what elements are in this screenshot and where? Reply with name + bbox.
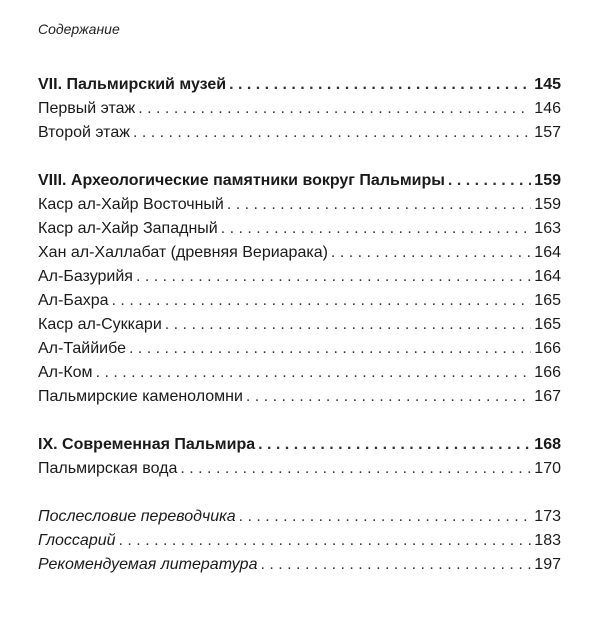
toc-page-number: 145 <box>534 76 561 93</box>
toc-back-matter <box>38 505 561 577</box>
toc-entry-title: Второй этаж <box>38 124 130 141</box>
toc-chapter-title: VIII. Археологические памятники вокруг Пальмиры <box>38 172 445 189</box>
toc-entry-title: Рекомендуемая литература <box>38 556 258 573</box>
toc-page-number: 173 <box>534 508 561 525</box>
toc-entry[interactable] <box>38 553 561 577</box>
dot-leader <box>133 121 531 145</box>
dot-leader <box>258 433 531 457</box>
toc-page-number: 157 <box>534 124 561 141</box>
dot-leader <box>165 313 532 337</box>
toc-entry[interactable] <box>38 337 561 361</box>
dot-leader <box>246 385 531 409</box>
toc-entry[interactable] <box>38 121 561 145</box>
toc-chapter-heading[interactable] <box>38 73 561 97</box>
toc-entry[interactable] <box>38 457 561 481</box>
toc-page-number: 166 <box>534 364 561 381</box>
toc-entry-title: Каср ал-Суккари <box>38 316 162 333</box>
toc-entry-title: Ал-Ком <box>38 364 93 381</box>
toc-entry[interactable] <box>38 217 561 241</box>
toc-entry[interactable] <box>38 385 561 409</box>
toc-chapter-heading[interactable] <box>38 169 561 193</box>
toc-entry-title: Пальмирская вода <box>38 460 178 477</box>
dot-leader <box>229 73 531 97</box>
toc-page-number: 197 <box>534 556 561 573</box>
toc-entry-title: Глоссарий <box>38 532 116 549</box>
toc-entry[interactable] <box>38 97 561 121</box>
toc-page-number: 164 <box>534 268 561 285</box>
dot-leader <box>119 529 532 553</box>
toc-chapter-heading[interactable] <box>38 433 561 457</box>
toc-entry-title: Ал-Таййибе <box>38 340 126 357</box>
dot-leader <box>331 241 531 265</box>
toc-entry-title: Хан ал-Халлабат (древняя Вериарака) <box>38 244 328 261</box>
toc-section-vii <box>38 73 561 145</box>
toc-entry-title: Каср ал-Хайр Западный <box>38 220 218 237</box>
toc-section-ix <box>38 433 561 481</box>
dot-leader <box>260 553 531 577</box>
toc-entry-title: Ал-Базурийя <box>38 268 133 285</box>
dot-leader <box>227 193 531 217</box>
dot-leader <box>129 337 531 361</box>
toc-page-number: 165 <box>534 292 561 309</box>
toc-entry[interactable] <box>38 529 561 553</box>
toc-page-number: 165 <box>534 316 561 333</box>
toc-page-number: 163 <box>534 220 561 237</box>
toc-page-number: 164 <box>534 244 561 261</box>
toc-chapter-title: VII. Пальмирский музей <box>38 76 227 93</box>
toc-page-number: 166 <box>534 340 561 357</box>
dot-leader <box>180 457 531 481</box>
toc-page-number: 167 <box>534 388 561 405</box>
dot-leader <box>221 217 532 241</box>
toc-entry-title: Ал-Бахра <box>38 292 109 309</box>
toc-page-number: 146 <box>534 100 561 117</box>
toc-entry[interactable] <box>38 505 561 529</box>
toc-entry[interactable] <box>38 361 561 385</box>
dot-leader <box>138 97 531 121</box>
table-of-contents <box>38 73 561 601</box>
toc-entry-title: Послесловие переводчика <box>38 508 236 525</box>
running-header: Содержание <box>38 21 120 37</box>
toc-entry[interactable] <box>38 313 561 337</box>
toc-entry-title: Пальмирские каменоломни <box>38 388 243 405</box>
dot-leader <box>96 361 532 385</box>
dot-leader <box>136 265 531 289</box>
toc-chapter-title: IX. Современная Пальмира <box>38 436 256 453</box>
toc-page-number: 168 <box>534 436 561 453</box>
toc-page-number: 183 <box>534 532 561 549</box>
toc-section-viii <box>38 169 561 409</box>
toc-entry-title: Каср ал-Хайр Восточный <box>38 196 224 213</box>
dot-leader <box>239 505 532 529</box>
toc-entry[interactable] <box>38 265 561 289</box>
toc-entry-title: Первый этаж <box>38 100 136 117</box>
toc-entry[interactable] <box>38 193 561 217</box>
toc-page-number: 159 <box>534 172 561 189</box>
toc-entry[interactable] <box>38 289 561 313</box>
toc-entry[interactable] <box>38 241 561 265</box>
dot-leader <box>112 289 532 313</box>
dot-leader <box>448 169 531 193</box>
toc-page-number: 170 <box>534 460 561 477</box>
toc-page-number: 159 <box>534 196 561 213</box>
